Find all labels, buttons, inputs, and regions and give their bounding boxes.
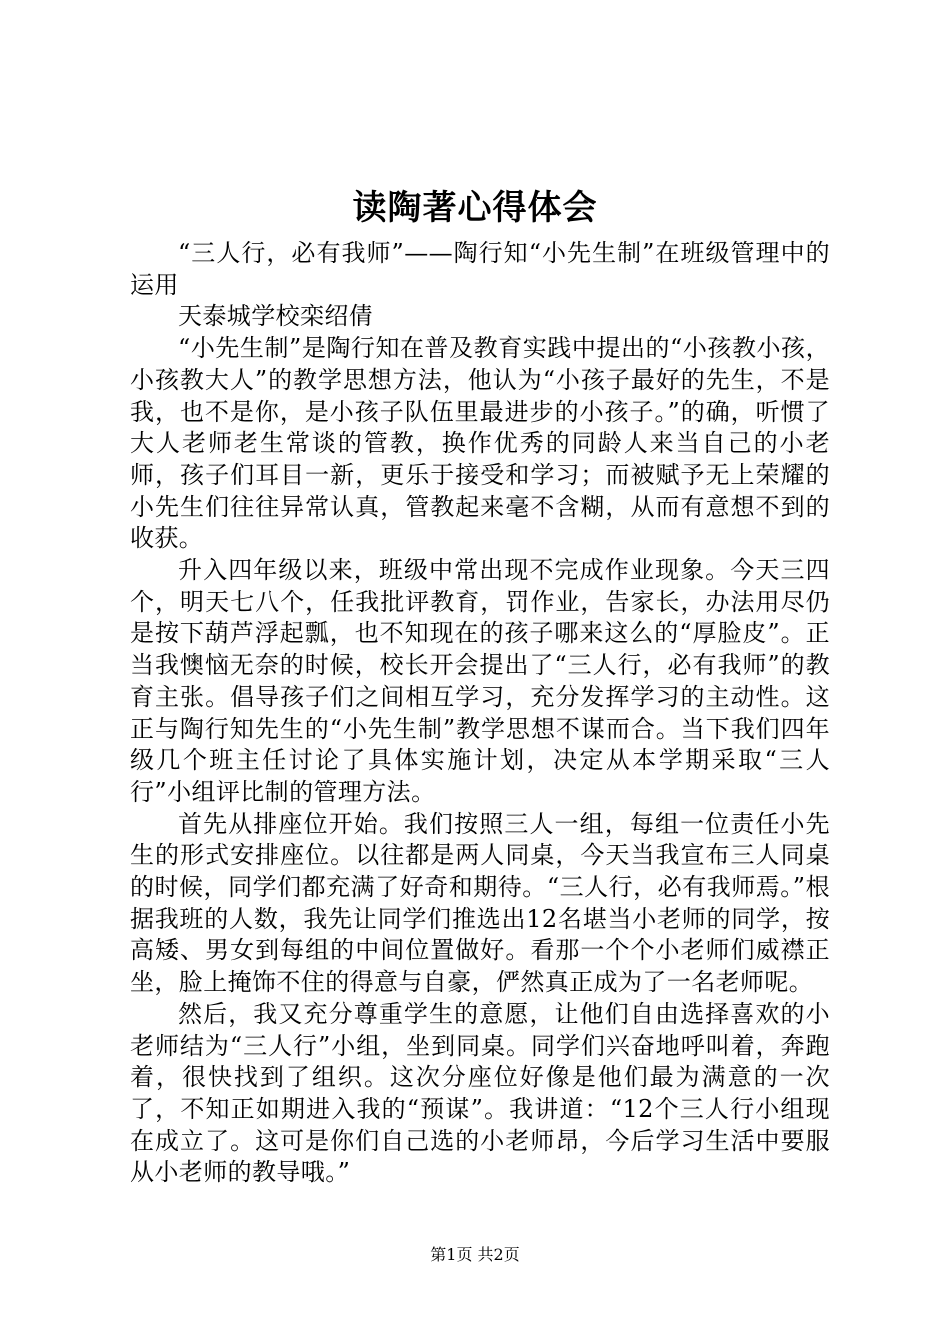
body-paragraph-3: 首先从排座位开始。我们按照三人一组，每组一位责任小先生的形式安排座位。以往都是两人同桌，今天当我宣布三人同桌的时候，同学们都充满了好奇和期待。“三人行，必有我师焉。”根据我班的人数，我先让同学们推选出12名堪当小老师的同学，按高矮、男女到每组的中间位置做好。看那一个个小老师们威襟正坐，脸上掩饰不住的得意与自豪，俨然真正成为了一名老师呢。 — [130, 809, 830, 997]
document-title: 读陶著心得体会 — [352, 188, 598, 228]
author-line: 天泰城学校栾绍倩 — [178, 302, 374, 331]
document-body — [130, 238, 830, 1189]
body-paragraph-2: 升入四年级以来，班级中常出现不完成作业现象。今天三四个，明天七八个，任我批评教育，罚作业，告家长，办法用尽仍是按下葫芦浮起瓢，也不知现在的孩子哪来这么的“厚脸皮”。正当我懊恼无奈的时候，校长开会提出了“三人行，必有我师”的教育主张。倡导孩子们之间相互学习，充分发挥学习的主动性。这正与陶行知先生的“小先生制”教学思想不谋而合。当下我们四年级几个班主任讨论了具体实施计划，决定从本学期采取“三人行”小组评比制的管理方法。 — [130, 556, 830, 806]
body-paragraph-1: “小先生制”是陶行知在普及教育实践中提出的“小孩教小孩，小孩教大人”的教学思想方法，他认为“小孩子最好的先生，不是我，也不是你，是小孩子队伍里最进步的小孩子。”的确，听惯了大人老师老生常谈的管教，换作优秀的同龄人来当自己的小老师，孩子们耳目一新，更乐于接受和学习；而被赋予无上荣耀的小先生们往往异常认真，管教起来毫不含糊，从而有意想不到的收获。 — [130, 334, 830, 553]
body-paragraph-4: 然后，我又充分尊重学生的意愿，让他们自由选择喜欢的小老师结为“三人行”小组，坐到同桌。同学们兴奋地呼叫着，奔跑着，很快找到了组织。这次分座位好像是他们最为满意的一次了，不知正如期进入我的“预谋”。我讲道：“12个三人行小组现在成立了。这可是你们自己选的小老师昂，今后学习生活中要服从小老师的教导哦。” — [130, 999, 830, 1187]
page-footer: 第1页 共2页 — [430, 1245, 520, 1264]
subtitle-paragraph: “三人行，必有我师”——陶行知“小先生制”在班级管理中的运用 — [130, 239, 830, 299]
